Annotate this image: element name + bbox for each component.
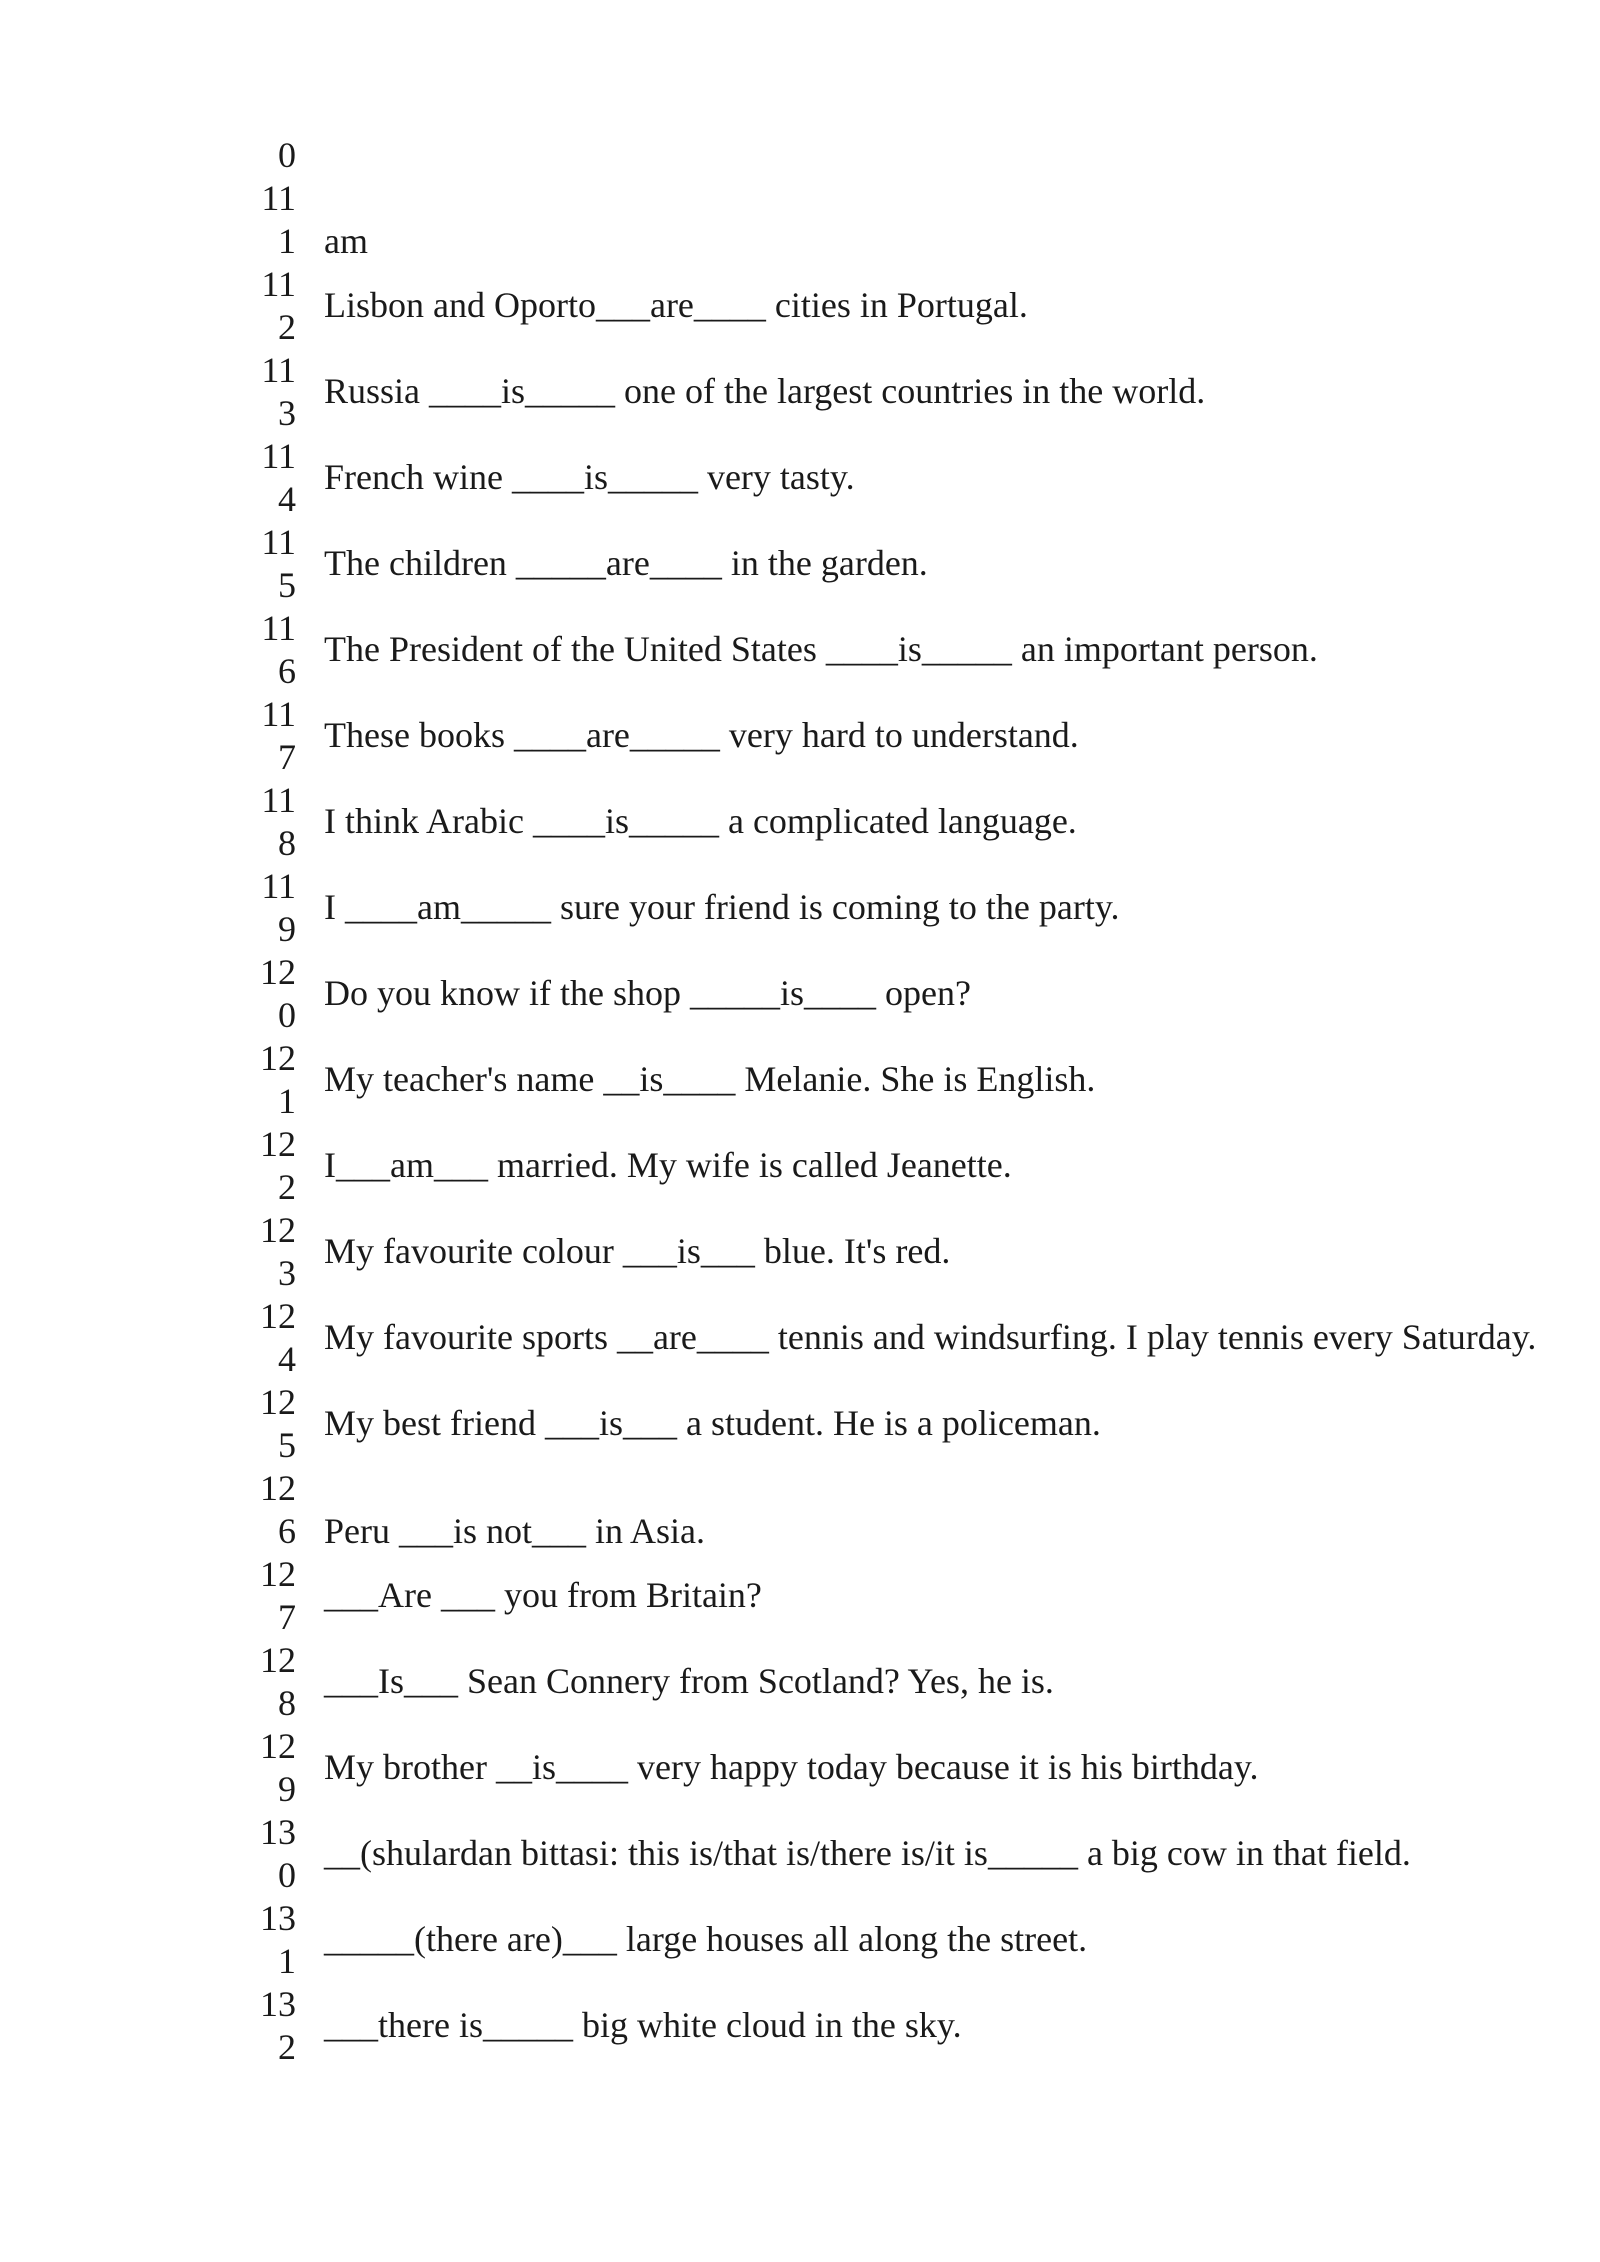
exercise-sentence: ___Is___ Sean Connery from Scotland? Yes, he is. [324, 1661, 1054, 1701]
exercise-sentence: My best friend ___is___ a student. He is a policeman. [324, 1403, 1101, 1443]
exercise-sentence: Do you know if the shop _____is____ open? [324, 973, 971, 1013]
line-number: 6 [278, 1511, 296, 1551]
line-number: 11 [261, 178, 296, 218]
line-number: 13 [260, 1984, 296, 2024]
exercise-sentence: ___there is_____ big white cloud in the sky. [324, 2005, 962, 2045]
line-number: 1 [278, 221, 296, 261]
line-number: 11 [261, 522, 296, 562]
line-number: 3 [278, 393, 296, 433]
exercise-sentence: These books ____are_____ very hard to understand. [324, 715, 1079, 755]
exercise-sentence: The President of the United States ____is_____ an important person. [324, 629, 1318, 669]
exercise-sentence: ___Are ___ you from Britain? [324, 1575, 762, 1615]
line-number: 12 [260, 1382, 296, 1422]
exercise-sentence: My favourite colour ___is___ blue. It's red. [324, 1231, 951, 1271]
exercise-sentence: I___am___ married. My wife is called Jeanette. [324, 1145, 1012, 1185]
line-number: 12 [260, 952, 296, 992]
line-number: 13 [260, 1812, 296, 1852]
line-number: 1 [278, 1941, 296, 1981]
line-number: 2 [278, 1167, 296, 1207]
line-number: 12 [260, 1554, 296, 1594]
exercise-sentence: __(shulardan bittasi: this is/that is/there is/it is_____ a big cow in that field. [324, 1833, 1411, 1873]
line-number: 5 [278, 565, 296, 605]
line-number: 13 [260, 1898, 296, 1938]
line-number: 4 [278, 479, 296, 519]
line-number: 11 [261, 780, 296, 820]
line-number: 11 [261, 264, 296, 304]
exercise-sentence: My favourite sports __are____ tennis and windsurfing. I play tennis every Saturday. [324, 1317, 1537, 1357]
line-number: 12 [260, 1124, 296, 1164]
exercise-sentence: French wine ____is_____ very tasty. [324, 457, 855, 497]
line-number: 7 [278, 737, 296, 777]
line-number: 2 [278, 2027, 296, 2067]
exercise-sentence: Lisbon and Oporto___are____ cities in Portugal. [324, 285, 1028, 325]
line-number: 11 [261, 866, 296, 906]
line-number: 2 [278, 307, 296, 347]
exercise-sentence: Russia ____is_____ one of the largest countries in the world. [324, 371, 1206, 411]
line-number: 3 [278, 1253, 296, 1293]
line-number: 8 [278, 1683, 296, 1723]
line-number: 9 [278, 1769, 296, 1809]
line-number: 5 [278, 1425, 296, 1465]
line-number: 11 [261, 350, 296, 390]
line-number: 0 [278, 995, 296, 1035]
exercise-sentence: I ____am_____ sure your friend is coming to the party. [324, 887, 1120, 927]
line-number: 9 [278, 909, 296, 949]
exercise-sentence: My brother __is____ very happy today because it is his birthday. [324, 1747, 1259, 1787]
exercise-sentence: am [324, 221, 368, 261]
line-number: 12 [260, 1726, 296, 1766]
line-number: 12 [260, 1468, 296, 1508]
exercise-sentence: _____(there are)___ large houses all along the street. [324, 1919, 1088, 1959]
exercise-sentence: I think Arabic ____is_____ a complicated language. [324, 801, 1077, 841]
line-number: 11 [261, 694, 296, 734]
exercise-sentence: My teacher's name __is____ Melanie. She is English. [324, 1059, 1096, 1099]
line-number: 12 [260, 1210, 296, 1250]
line-number: 7 [278, 1597, 296, 1637]
line-number: 8 [278, 823, 296, 863]
line-number: 6 [278, 651, 296, 691]
line-number: 1 [278, 1081, 296, 1121]
exercise-sentence: The children _____are____ in the garden. [324, 543, 928, 583]
line-number: 0 [278, 135, 296, 175]
exercise-sentence: Peru ___is not___ in Asia. [324, 1511, 706, 1551]
line-number: 11 [261, 436, 296, 476]
line-number: 12 [260, 1640, 296, 1680]
line-number: 4 [278, 1339, 296, 1379]
line-number: 12 [260, 1296, 296, 1336]
line-number: 11 [261, 608, 296, 648]
line-number: 12 [260, 1038, 296, 1078]
line-number: 0 [278, 1855, 296, 1895]
